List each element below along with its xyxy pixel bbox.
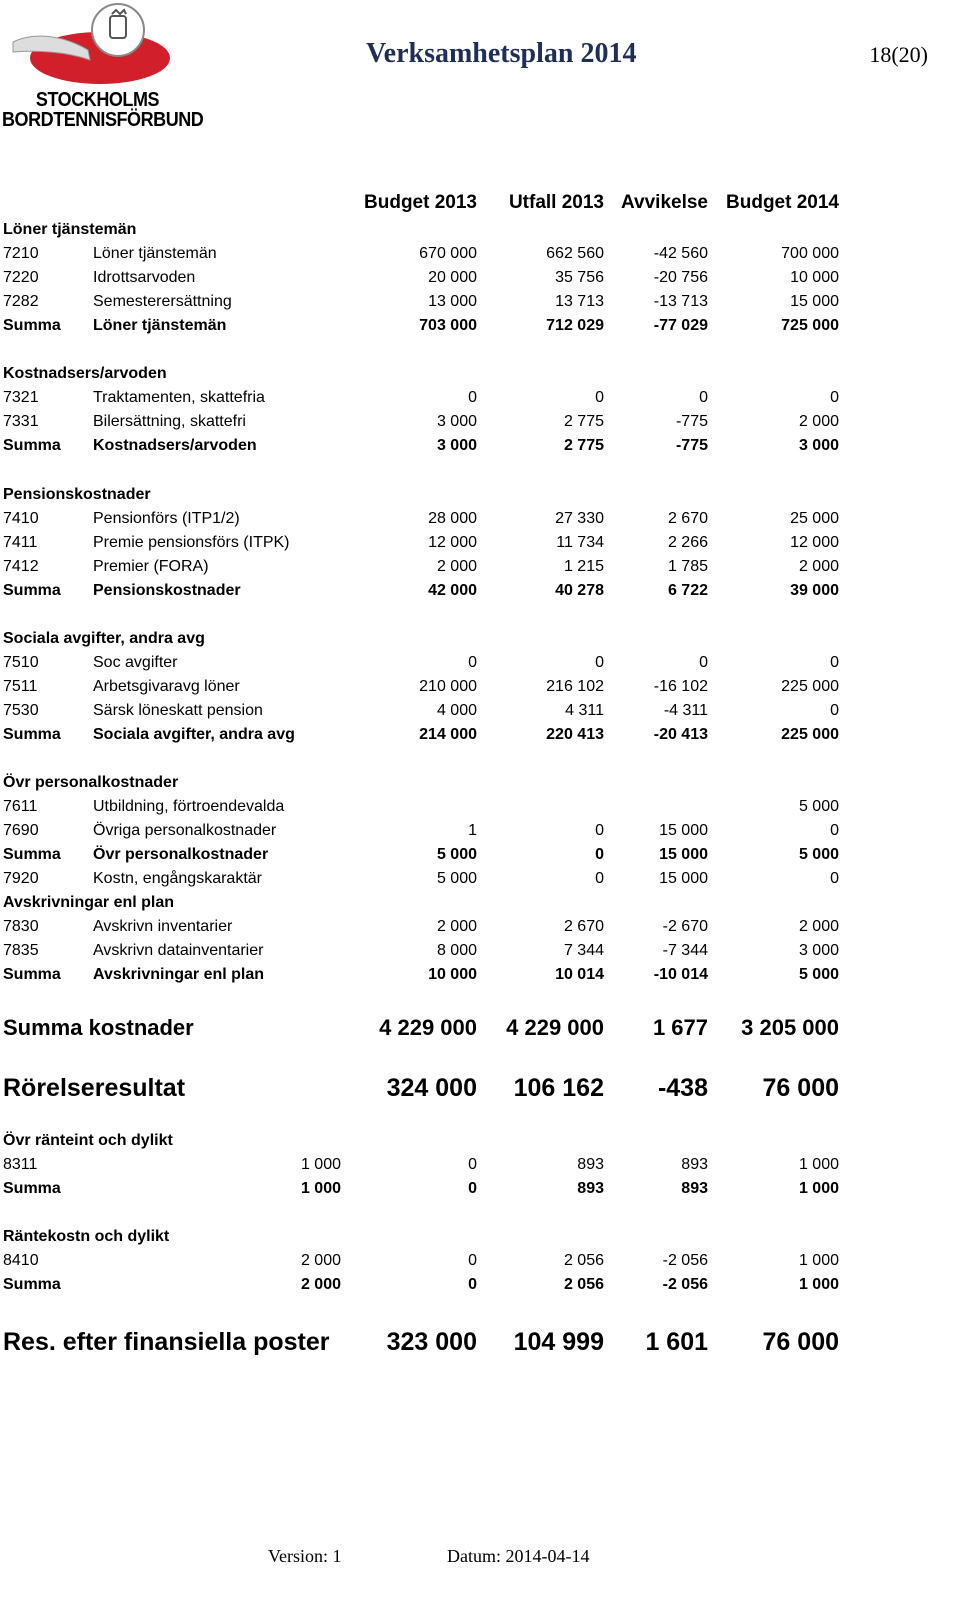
amount-cell: 3 000 — [798, 437, 839, 454]
column-header: Avvikelse — [621, 192, 708, 213]
amount-cell: 0 — [699, 654, 708, 671]
amount-cell: 1 000 — [798, 1180, 839, 1197]
summary-row — [0, 579, 960, 603]
section-title: Övr personalkostnader — [3, 774, 179, 791]
total-amount: 1 601 — [645, 1328, 708, 1356]
table-row — [0, 867, 960, 891]
amount-cell: 0 — [595, 846, 604, 863]
amount-cell: 2 000 — [300, 1276, 341, 1293]
section-title: Löner tjänstemän — [3, 221, 137, 238]
footer-date: Datum: 2014-04-14 — [447, 1546, 590, 1566]
table-row — [0, 699, 960, 723]
org-name-line1: STOCKHOLMS — [35, 89, 160, 111]
amount-cell: -20 413 — [653, 726, 708, 743]
account-name: Avskrivningar enl plan — [93, 966, 265, 983]
account-name: Avskrivn inventarier — [93, 918, 233, 935]
amount-cell: 725 000 — [781, 317, 839, 334]
table-row — [0, 386, 960, 410]
amount-cell: 4 311 — [565, 702, 604, 719]
amount-cell: 40 278 — [555, 582, 604, 599]
account-name: Särsk löneskatt pension — [93, 702, 263, 719]
summary-row — [0, 1273, 960, 1297]
account-name: Utbildning, förtroendevalda — [93, 798, 285, 815]
amount-cell: 6 722 — [667, 582, 708, 599]
account-code: 7690 — [3, 822, 39, 839]
account-code: 7210 — [3, 245, 39, 262]
account-code: 8410 — [3, 1252, 39, 1269]
amount-cell: 8 000 — [436, 942, 477, 959]
amount-cell: 214 000 — [419, 726, 477, 743]
account-code: Summa — [3, 317, 61, 334]
column-header: Utfall 2013 — [508, 192, 604, 213]
account-code: 7411 — [3, 534, 38, 551]
table-row — [0, 290, 960, 314]
amount-cell: 0 — [468, 1156, 477, 1173]
total-amount: 324 000 — [386, 1074, 477, 1102]
column-header: Budget 2013 — [364, 192, 477, 213]
amount-cell: 2 000 — [436, 558, 477, 575]
document-title: Verksamhetsplan 2014 — [366, 38, 637, 69]
account-name: Löner tjänstemän — [93, 317, 227, 334]
account-name: Kostn, engångskaraktär — [93, 870, 262, 887]
account-name: Pensionskostnader — [93, 582, 241, 599]
amount-cell: -2 056 — [662, 1252, 708, 1269]
amount-cell: 7 344 — [563, 942, 604, 959]
table-row — [0, 507, 960, 531]
summary-row — [0, 1177, 960, 1201]
amount-cell: 220 413 — [546, 726, 604, 743]
amount-cell: 893 — [577, 1180, 604, 1197]
amount-cell: 2 000 — [798, 558, 839, 575]
account-code: 7835 — [3, 942, 39, 959]
amount-cell: 5 000 — [436, 870, 477, 887]
amount-cell: 893 — [577, 1156, 604, 1173]
amount-cell: 15 000 — [659, 822, 708, 839]
account-name: Premier (FORA) — [93, 558, 209, 575]
res-efter-finansiella-row — [0, 1324, 960, 1360]
account-code: Summa — [3, 726, 61, 743]
summary-row — [0, 963, 960, 987]
total-label: Summa kostnader — [3, 1015, 194, 1040]
account-code: 7920 — [3, 870, 39, 887]
amount-cell: 15 000 — [659, 846, 708, 863]
amount-cell: 0 — [830, 822, 839, 839]
amount-cell: 0 — [595, 389, 604, 406]
amount-cell: -2 056 — [662, 1276, 708, 1293]
table-tennis-paddle-icon — [8, 0, 178, 92]
account-name: Övriga personalkostnader — [93, 822, 277, 839]
amount-cell: 700 000 — [781, 245, 839, 262]
summa-kostnader-row — [0, 1011, 960, 1045]
summary-row — [0, 843, 960, 867]
amount-cell: 0 — [468, 1276, 477, 1293]
amount-cell: 2 266 — [667, 534, 708, 551]
total-amount: 323 000 — [386, 1328, 477, 1356]
amount-cell: -16 102 — [653, 678, 708, 695]
amount-cell: 12 000 — [790, 534, 839, 551]
amount-cell: 670 000 — [419, 245, 477, 262]
section-title: Pensionskostnader — [3, 486, 151, 503]
table-row — [0, 1153, 960, 1177]
footer-version: Version: 1 — [268, 1546, 342, 1566]
amount-cell: 2 670 — [563, 918, 604, 935]
amount-cell: 2 000 — [798, 918, 839, 935]
account-name: Övr personalkostnader — [93, 846, 269, 863]
amount-cell: 39 000 — [790, 582, 839, 599]
amount-cell: -4 311 — [663, 702, 708, 719]
amount-cell: 0 — [830, 702, 839, 719]
amount-cell: 28 000 — [428, 510, 477, 527]
amount-cell: 0 — [468, 1180, 477, 1197]
account-name: Soc avgifter — [93, 654, 178, 671]
account-code: 7331 — [3, 413, 39, 430]
total-amount: 4 229 000 — [379, 1015, 477, 1040]
amount-cell: 0 — [595, 654, 604, 671]
table-row — [0, 242, 960, 266]
total-label: Rörelseresultat — [3, 1074, 186, 1102]
account-name: Premie pensionsförs (ITPK) — [93, 534, 290, 551]
amount-cell: 0 — [830, 654, 839, 671]
section-title: Övr ränteint och dylikt — [3, 1132, 173, 1149]
account-name: Kostnadsers/arvoden — [93, 437, 257, 454]
amount-cell: 1 785 — [667, 558, 708, 575]
amount-cell: 0 — [468, 1252, 477, 1269]
account-code: 7611 — [3, 798, 38, 815]
amount-cell: 4 000 — [436, 702, 477, 719]
amount-cell: 712 029 — [546, 317, 604, 334]
amount-cell: 2 000 — [436, 918, 477, 935]
amount-cell: 5 000 — [798, 846, 839, 863]
total-amount: 3 205 000 — [741, 1015, 839, 1040]
account-name: Idrottsarvoden — [93, 269, 196, 286]
account-name: Arbetsgivaravg löner — [93, 678, 240, 695]
total-amount: 104 999 — [513, 1328, 604, 1356]
amount-cell: -10 014 — [653, 966, 708, 983]
account-name: Traktamenten, skattefria — [93, 389, 265, 406]
amount-cell: 3 000 — [436, 413, 477, 430]
amount-cell: -42 560 — [653, 245, 708, 262]
amount-cell: 12 000 — [428, 534, 477, 551]
account-code: 7511 — [3, 678, 38, 695]
amount-cell: 0 — [830, 389, 839, 406]
amount-cell: 0 — [468, 654, 477, 671]
amount-cell: 11 734 — [556, 534, 604, 551]
amount-cell: 893 — [681, 1180, 708, 1197]
table-row — [0, 915, 960, 939]
account-name: Semesterersättning — [93, 293, 232, 310]
table-row — [0, 555, 960, 579]
account-code: 7830 — [3, 918, 39, 935]
total-amount: 76 000 — [762, 1328, 839, 1356]
table-row — [0, 651, 960, 675]
amount-cell: 2 056 — [563, 1276, 604, 1293]
amount-cell: 1 215 — [563, 558, 604, 575]
amount-cell: 2 000 — [300, 1252, 341, 1269]
amount-cell: 20 000 — [428, 269, 477, 286]
amount-cell: -77 029 — [653, 317, 708, 334]
section-title: Kostnadsers/arvoden — [3, 365, 167, 382]
amount-cell: 1 000 — [300, 1180, 341, 1197]
amount-cell: 2 775 — [563, 437, 604, 454]
amount-cell: 35 756 — [555, 269, 604, 286]
summary-row — [0, 434, 960, 458]
amount-cell: 15 000 — [790, 293, 839, 310]
amount-cell: 2 670 — [667, 510, 708, 527]
amount-cell: 13 000 — [428, 293, 477, 310]
amount-cell: 225 000 — [781, 678, 839, 695]
section-title: Sociala avgifter, andra avg — [3, 630, 205, 647]
column-header: Budget 2014 — [726, 192, 839, 213]
account-code: Summa — [3, 1276, 61, 1293]
amount-cell: -20 756 — [653, 269, 708, 286]
amount-cell: 0 — [699, 389, 708, 406]
table-row — [0, 1249, 960, 1273]
amount-cell: 10 000 — [428, 966, 477, 983]
amount-cell: 2 000 — [798, 413, 839, 430]
account-code: 7412 — [3, 558, 39, 575]
amount-cell: 0 — [595, 822, 604, 839]
amount-cell: 2 775 — [563, 413, 604, 430]
account-name: Sociala avgifter, andra avg — [93, 726, 295, 743]
table-row — [0, 939, 960, 963]
amount-cell: 5 000 — [798, 798, 839, 815]
account-code: 7321 — [3, 389, 39, 406]
account-code: 7530 — [3, 702, 39, 719]
amount-cell: -7 344 — [662, 942, 708, 959]
amount-cell: 13 713 — [555, 293, 604, 310]
amount-cell: 662 560 — [546, 245, 604, 262]
amount-cell: 0 — [830, 870, 839, 887]
amount-cell: 1 000 — [798, 1252, 839, 1269]
org-logo — [0, 0, 204, 135]
amount-cell: 3 000 — [798, 942, 839, 959]
amount-cell: 27 330 — [555, 510, 604, 527]
table-row — [0, 819, 960, 843]
amount-cell: 0 — [468, 389, 477, 406]
total-amount: 76 000 — [762, 1074, 839, 1102]
total-amount: 106 162 — [513, 1074, 604, 1102]
amount-cell: 2 056 — [563, 1252, 604, 1269]
amount-cell: 1 — [468, 822, 477, 839]
amount-cell: 0 — [595, 870, 604, 887]
org-name-line2: BORDTENNISFÖRBUND — [2, 109, 204, 131]
account-code: Summa — [3, 1180, 61, 1197]
account-code: 8311 — [3, 1156, 38, 1173]
account-code: 7282 — [3, 293, 39, 310]
amount-cell: 225 000 — [781, 726, 839, 743]
amount-cell: 25 000 — [790, 510, 839, 527]
amount-cell: 10 000 — [790, 269, 839, 286]
amount-cell: -13 713 — [653, 293, 708, 310]
amount-cell: 5 000 — [436, 846, 477, 863]
summary-row — [0, 314, 960, 338]
total-label: Res. efter finansiella poster — [3, 1328, 330, 1356]
amount-cell: -775 — [675, 437, 708, 454]
amount-cell: 893 — [681, 1156, 708, 1173]
account-code: Summa — [3, 966, 61, 983]
account-name: Pensionförs (ITP1/2) — [93, 510, 240, 527]
amount-cell: 42 000 — [428, 582, 477, 599]
account-name: Bilersättning, skattefri — [93, 413, 246, 430]
amount-cell: 1 000 — [300, 1156, 341, 1173]
amount-cell: -775 — [675, 413, 708, 430]
amount-cell: 10 014 — [555, 966, 604, 983]
section-title: Avskrivningar enl plan — [3, 894, 175, 911]
table-row — [0, 410, 960, 434]
account-code: 7410 — [3, 510, 39, 527]
page-number: 18(20) — [869, 42, 928, 67]
amount-cell: 216 102 — [546, 678, 604, 695]
amount-cell: 1 000 — [798, 1276, 839, 1293]
total-amount: 1 677 — [652, 1015, 708, 1040]
table-row — [0, 675, 960, 699]
amount-cell: 3 000 — [436, 437, 477, 454]
table-row — [0, 531, 960, 555]
summary-row — [0, 723, 960, 747]
amount-cell: 5 000 — [798, 966, 839, 983]
rorelseresultat-row — [0, 1070, 960, 1106]
amount-cell: 15 000 — [659, 870, 708, 887]
account-code: 7220 — [3, 269, 39, 286]
total-amount: -438 — [657, 1074, 708, 1102]
table-row — [0, 795, 960, 819]
amount-cell: 1 000 — [798, 1156, 839, 1173]
account-code: Summa — [3, 846, 61, 863]
amount-cell: 703 000 — [419, 317, 477, 334]
amount-cell: 210 000 — [419, 678, 477, 695]
account-code: Summa — [3, 437, 61, 454]
table-row — [0, 266, 960, 290]
account-name: Löner tjänstemän — [93, 245, 217, 262]
account-code: 7510 — [3, 654, 39, 671]
section-title: Räntekostn och dylikt — [3, 1228, 170, 1245]
account-name: Avskrivn datainventarier — [93, 942, 264, 959]
amount-cell: -2 670 — [662, 918, 708, 935]
account-code: Summa — [3, 582, 61, 599]
total-amount: 4 229 000 — [506, 1015, 604, 1040]
column-header-row — [0, 189, 960, 217]
